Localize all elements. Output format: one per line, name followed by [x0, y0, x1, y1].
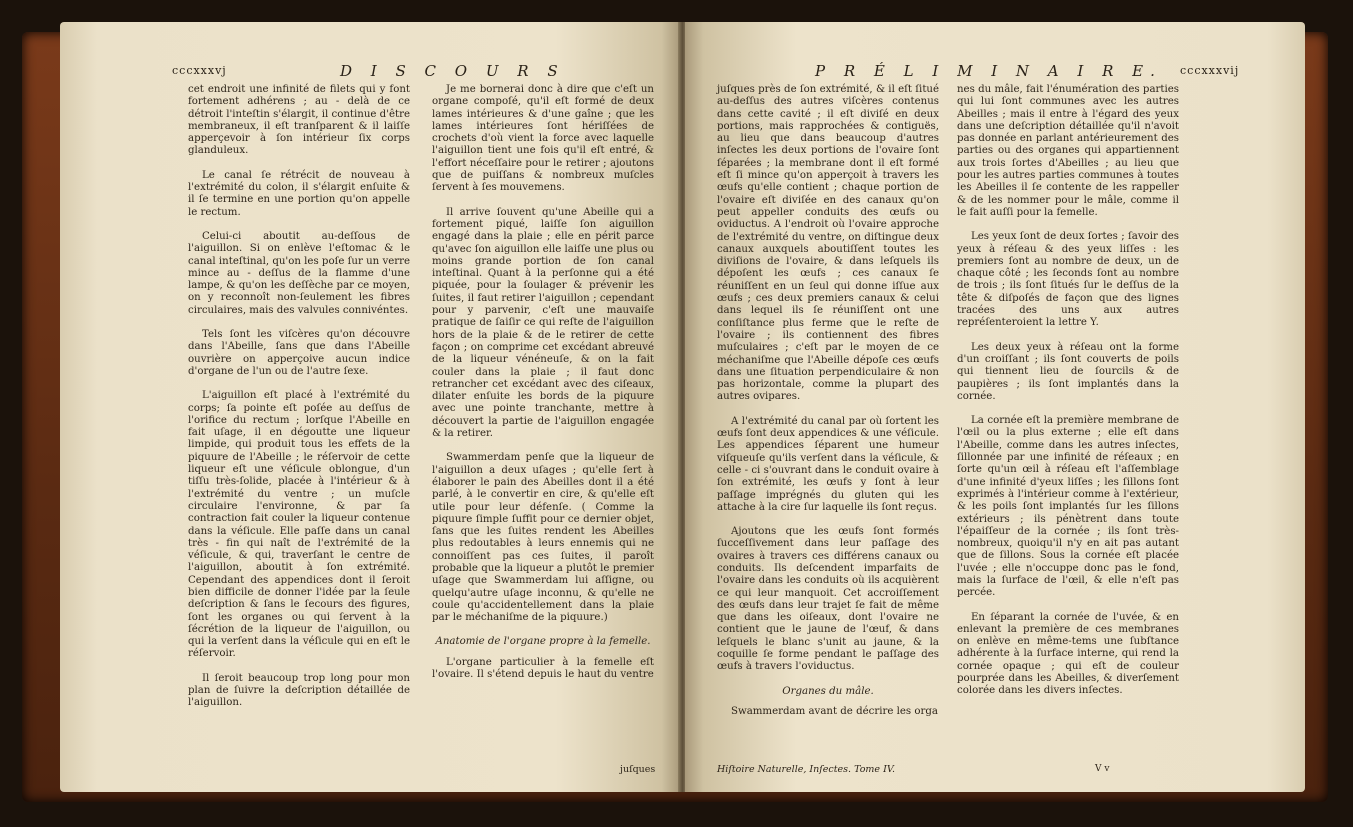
- signature-mark: V v: [1095, 764, 1110, 774]
- paragraph: juſques près de ſon extrémité, & il eſt ſitué au-deſſus des autres viſcères contenus dans cette cavité ; il eſt diviſé en deux portions, mais rapprochées & contiguës, au lieu que dans beaucoup d'autres inſectes les deux portions de l'ovaire ſont ſéparées ; la membrane dont il eſt formé eſt ſi mince qu'on apperçoit à travers les œufs qu'elle contient ; chaque portion de l'ovaire eſt diviſée en des canaux qu'on peut appeller conduits des œufs ou oviductus. A l'endroit où l'ovaire approche de l'extrémité du ventre, on diſtingue deux canaux auxquels aboutiſſent toutes les diviſions de l'ovaire, & dans leſquels ils dépoſent les œufs ; ces canaux ſe réuniſſent en un ſeul qui donne iſſue aux œufs ; ces deux premiers canaux & celui dans lequel ils ſe réuniſſent ont une conſiſtance plus ferme que le reſte de l'ovaire ; ils contiennent des fibres muſculaires ; c'eſt par le moyen de ce méchaniſme que l'Abeille dépoſe ces œufs dans une ſituation perpendiculaire & non pas horizontale, comme la plupart des autres ovipares.: [717, 84, 939, 403]
- paragraph: L'aiguillon eſt placé à l'extrémité du corps; ſa pointe eſt poſée au deſſus de l'orifice du rectum ; lorſque l'Abeille en fait uſage, il en dégoutte une liqueur limpide, qui produit tous les effets de la piquure de l'Abeille ; le réſervoir de cette liqueur eſt une véſicule oblongue, d'un tiſſu très-ſolide, placée à l'intérieur & à l'extrémité du ventre ; un muſcle circulaire l'environne, & par ſa contraction fait couler la liqueur contenue dans la véſicule. Elle paſſe dans un canal très - fin qui naît de l'extrémité de la véſicule, & qui, traverſant le centre de l'aiguillon, aboutit à ſon extrémité. Cependant des appendices dont il ſeroit bien difficile de donner l'idée par la ſeule deſcription & ſans le ſecours des figures, ſont les organes ou qui ſervent à la ſécrétion de la liqueur de l'aiguillon, ou qui la verſent dans la véſicule qui en eſt le réſervoir.: [188, 390, 410, 660]
- paragraph: La cornée eſt la première membrane de l'œil ou la plus externe ; elle eſt dans l'Abeille, comme dans les autres inſectes, ſillonnée par une infinité de réſeaux ; en ſorte qu'un œil à réſeau eſt l'aſſemblage d'une infinité d'yeux liſſes ; les ſillons ſont exprimés à l'intérieur comme à l'extérieur, & les poils ſont implantés ſur les ſillons extérieurs ; ils pénètrent dans toute l'épaiſſeur de la cornée ; ils ſont très-nombreux, quoiqu'il n'y en ait pas autant que de ſillons. Sous la cornée eſt placée l'uvée ; elle n'occuppe donc pas le fond, mais la ſurface de l'œil, & elle n'eſt pas percée.: [957, 415, 1179, 599]
- open-book: [60, 22, 1305, 802]
- paragraph: cet endroit une infinité de filets qui y font fortement adhérens ; au - delà de ce détroit l'inteſtin s'élargit, il continue d'être membraneux, il eſt tranſparent & il laiſſe apperçevoir à ſon intérieur ſix corps glanduleux.: [188, 84, 411, 157]
- paragraph: Celui-ci aboutit au-deſſous de l'aiguillon. Si on enlève l'eſtomac & le canal inteſtinal, qu'on les poſe ſur un verre mince au - deſſus de la flamme d'une lampe, & qu'on les deſſèche par ce moyen, on y reconnoît non-ſeulement les fibres circulaires, mais des valvules connivéntes.: [188, 230, 410, 316]
- paragraph: A l'extrémité du canal par où ſortent les œufs ſont deux appendices & une véſicule. Les appendices ſéparent une humeur viſqueuſe qu'ils verſent dans la véſicule, & celle - ci s'ouvrant dans le conduit ovaire à ſon extrémité, les œufs y ſont à leur paſſage imprégnés du gluten qui les attache à la cire ſur laquelle ils ſont reçus.: [717, 415, 939, 513]
- paragraph: Il ſeroit beaucoup trop long pour mon plan de ſuivre la deſcription détaillée de l'aiguillon.: [188, 672, 410, 709]
- paragraph: Swammerdam penſe que la liqueur de l'aiguillon a deux uſages ; qu'elle ſert à élaborer le pain des Abeilles dont il a été parlé, à le convertir en cire, & qu'elle eſt utile pour leur défenſe. ( Comme la piquure ſimple ſuffit pour ce dernier objet, ſans que les ſuites rendent les Abeilles plus redoutables à leurs ennemis qui ne connoiſſent pas ces ſuites, il paroît probable que la liqueur a plutôt le premier uſage que Swammerdam lui aſſigne, ou quelqu'autre uſage inconnu, & qu'elle ne coule qu'accidentellement dans la plaie par le méchaniſme de la piquure.): [432, 452, 654, 624]
- right-column-1: [717, 84, 939, 730]
- paragraph: Je me bornerai donc à dire que c'eſt un organe compoſé, qu'il eſt formé de deux lames intérieures & d'une gaîne ; que les lames intérieures ſont hériſſées de crochets d'où vient la force avec laquelle l'aiguillon tient une fois qu'il eſt entré, & l'effort néceſſaire pour le retirer ; ajoutons que de puiſſans & nombreux muſcles ſervent à ſes mouvemens.: [432, 84, 654, 194]
- left-column-2: [432, 84, 654, 693]
- left-page-number: cccxxxvj: [172, 64, 227, 77]
- paragraph: En ſéparant la cornée de l'uvée, & en enlevant la première de ces membranes on enlève en même-tems une ſubſtance adhérente à la ſurface interne, qui rend la cornée opaque ; qui eſt de couleur pourprée dans les Abeilles, & diverſement colorée dans les divers inſectes.: [957, 611, 1179, 697]
- paragraph: L'organe particulier à la femelle eſt l'ovaire. Il s'étend depuis le haut du ventre: [432, 656, 654, 681]
- right-running-title: P R É L I M I N A I R E.: [815, 62, 1162, 80]
- section-heading: Anatomie de l'organe propre à la femelle.: [435, 636, 651, 648]
- paragraph: Il arrive ſouvent qu'une Abeille qui a fortement piqué, laiſſe ſon aiguillon engagé dans la plaie ; elle en périt parce qu'avec ſon aiguillon elle laiſſe une plus ou moins grande portion de ſon canal inteſtinal. Quant à la perſonne qui a été piquée, pour la ſoulager & prévenir les ſuites, il faut retirer l'aiguillon ; cependant pour y parvenir, c'eſt une mauvaiſe pratique de ſaiſir ce qui reſte de l'aiguillon hors de la plaie & de le retirer de cette façon ; on comprime cet excédant abreuvé de la liqueur vénéneuſe, & on la fait couler dans la plaie ; il faut donc retrancher cet excédant avec des ciſeaux, dilater enſuite les bords de la piquure avec une pointe tranchante, mettre à découvert la partie de l'aiguillon engagée & la retirer.: [432, 206, 654, 440]
- right-page: [685, 22, 1305, 792]
- right-column-2: [957, 84, 1179, 710]
- left-running-title: D I S C O U R S: [340, 62, 565, 80]
- left-page: [60, 22, 680, 792]
- catchword: juſques: [620, 764, 656, 775]
- paragraph: Tels ſont les viſcères qu'on découvre dans l'Abeille, ſans que dans l'Abeille ouvrière on apperçoive aucun indice d'organe de l'un ou de l'autre ſexe.: [188, 329, 410, 377]
- section-heading: Organes du mâle.: [782, 685, 874, 697]
- paragraph: Le canal ſe rétrécit de nouveau à l'extrémité du colon, il s'élargit enſuite & il ſe termine en une portion qu'on appelle le rectum.: [188, 169, 410, 218]
- page-footer: Hiſtoire Naturelle, Inſectes. Tome IV.: [717, 764, 896, 775]
- paragraph: Les yeux ſont de deux ſortes ; ſavoir des yeux à réſeau & des yeux liſſes : les premiers ſont au nombre de deux, un de chaque côté ; les ſeconds ſont au nombre de trois ; ils ſont ſitués ſur le deſſus de la tête & diſpoſés de façon que des lignes tracées des uns aux autres repréſenteroient la lettre Y.: [957, 231, 1179, 329]
- right-page-number: cccxxxvij: [1180, 64, 1240, 77]
- left-column-1: [188, 84, 410, 722]
- paragraph: Les deux yeux à réſeau ont la forme d'un croiſſant ; ils ſont couverts de poils qui tiennent lieu de ſourcils & de paupières ; ils ſont implantés dans la cornée.: [957, 341, 1179, 402]
- paragraph: Swammerdam avant de décrire les orga: [731, 705, 938, 717]
- paragraph: Ajoutons que les œufs ſont formés ſucceſſivement dans leur paſſage des ovaires à travers ces différens canaux ou conduits. Ils deſcendent imparfaits de l'ovaire dans les conduits où ils acquièrent ce qui leur manquoit. Cet accroiſſement des œufs dans leur trajet ſe fait de même que dans les oiſeaux, dont l'ovaire ne contient que le jaune de l'œuf, & dans leſquels le blanc s'unit au jaune, & la coquille ſe forme pendant le paſſage des œufs à travers l'oviductus.: [717, 526, 939, 673]
- paragraph: nes du mâle, fait l'énumération des parties qui lui ſont communes avec les autres Abeilles ; mais il entre à l'égard des yeux dans une deſcription détaillée qu'il n'avoit pas donnée en parlant antérieurement des parties ou des organes qui appartiennent aux trois ſortes d'Abeilles ; au lieu que pour les autres parties communes à toutes les Abeilles il ſe contente de les rappeller & de les nommer pour le mâle, comme il le fait auſſi pour la femelle.: [957, 84, 1179, 218]
